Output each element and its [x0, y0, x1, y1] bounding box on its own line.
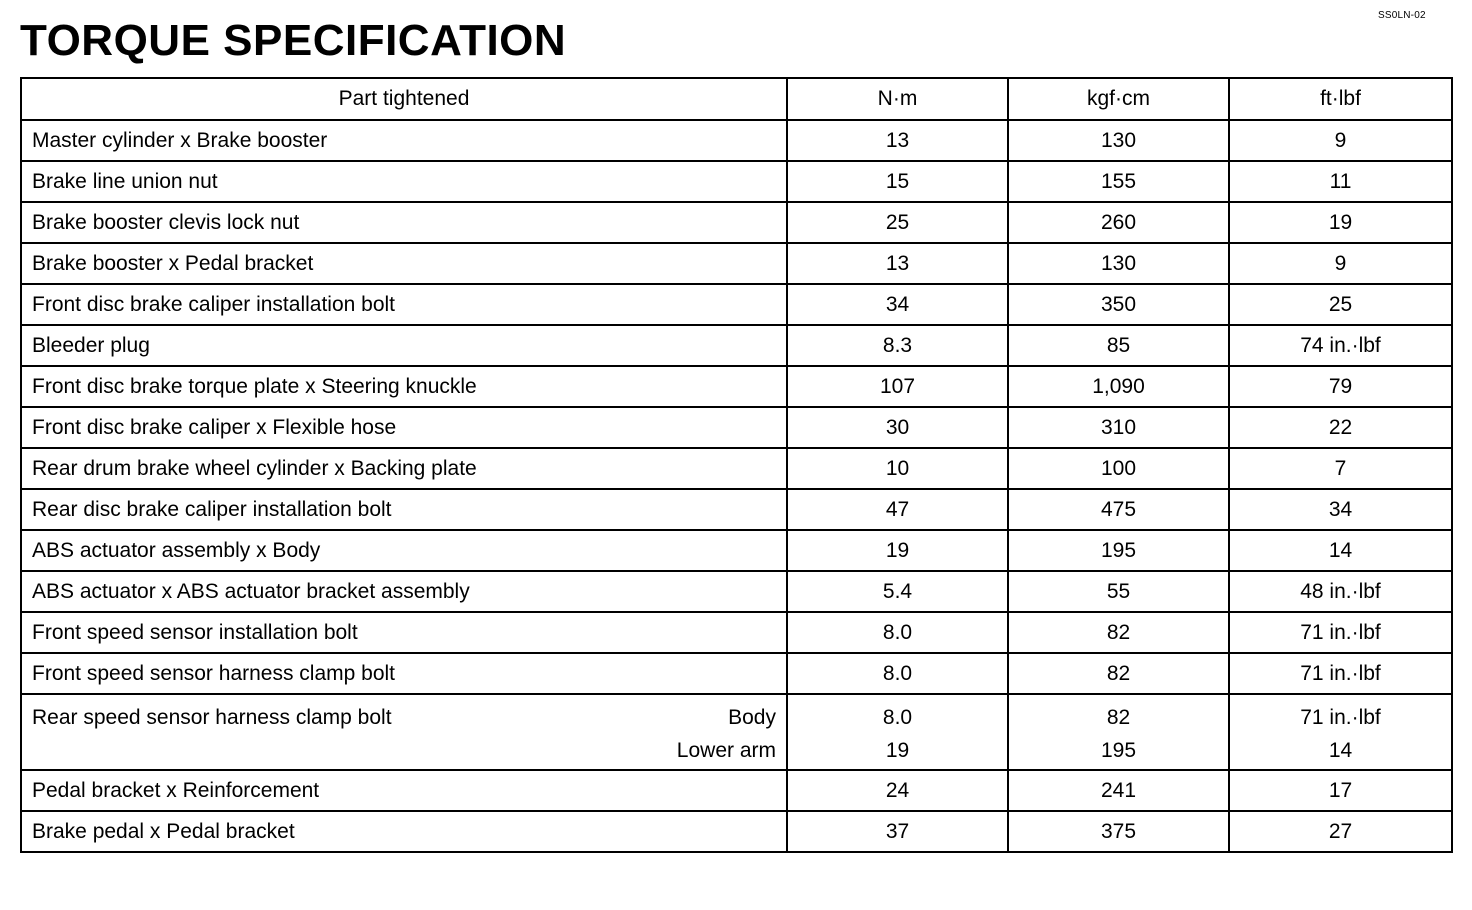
table-row [21, 284, 1452, 325]
nm-cell: 10 [787, 448, 1008, 489]
kgfcm-cell: 100 [1008, 448, 1229, 489]
kgfcm-value: 82 [1106, 706, 1131, 729]
table-row [21, 120, 1452, 161]
part-cell: Bleeder plug [21, 325, 787, 366]
nm-cell: 25 [787, 202, 1008, 243]
part-cell: Front disc brake caliper installation bolt [21, 284, 787, 325]
part-cell: Brake pedal x Pedal bracket [21, 811, 787, 852]
part-cell: Front speed sensor harness clamp bolt [21, 653, 787, 694]
torque-spec-table [20, 77, 1453, 853]
ftlbf-cell: 17 [1229, 770, 1452, 811]
kgfcm-cell: 130 [1008, 120, 1229, 161]
ftlbf-value: 71 in.·lbf [1300, 706, 1381, 729]
nm-cell: 13 [787, 120, 1008, 161]
kgfcm-value: 195 [1100, 739, 1137, 762]
part-cell: Master cylinder x Brake booster [21, 120, 787, 161]
ftlbf-cell: 22 [1229, 407, 1452, 448]
kgfcm-cell: 55 [1008, 571, 1229, 612]
kgfcm-cell-split [1008, 694, 1229, 770]
part-cell-split [21, 694, 787, 770]
table-row [21, 448, 1452, 489]
kgfcm-cell: 375 [1008, 811, 1229, 852]
nm-cell-split [787, 694, 1008, 770]
part-cell: Front disc brake caliper x Flexible hose [21, 407, 787, 448]
ftlbf-cell-split [1229, 694, 1452, 770]
part-cell: ABS actuator x ABS actuator bracket assembly [21, 571, 787, 612]
kgfcm-cell: 130 [1008, 243, 1229, 284]
part-cell: Front disc brake torque plate x Steering knuckle [21, 366, 787, 407]
nm-cell: 34 [787, 284, 1008, 325]
kgfcm-cell: 195 [1008, 530, 1229, 571]
table-row [21, 243, 1452, 284]
kgfcm-cell: 82 [1008, 653, 1229, 694]
ftlbf-cell: 9 [1229, 243, 1452, 284]
ftlbf-cell: 14 [1229, 530, 1452, 571]
table-row [21, 653, 1452, 694]
ftlbf-cell: 34 [1229, 489, 1452, 530]
nm-cell: 47 [787, 489, 1008, 530]
ftlbf-cell: 25 [1229, 284, 1452, 325]
ftlbf-cell: 71 in.·lbf [1229, 653, 1452, 694]
part-cell: Pedal bracket x Reinforcement [21, 770, 787, 811]
part-cell: Brake line union nut [21, 161, 787, 202]
nm-cell: 5.4 [787, 571, 1008, 612]
table-row [21, 811, 1452, 852]
kgfcm-cell: 260 [1008, 202, 1229, 243]
nm-cell: 30 [787, 407, 1008, 448]
nm-value: 8.0 [882, 706, 913, 729]
kgfcm-cell: 241 [1008, 770, 1229, 811]
ftlbf-cell: 11 [1229, 161, 1452, 202]
table-row [21, 202, 1452, 243]
table-row [21, 530, 1452, 571]
nm-cell: 107 [787, 366, 1008, 407]
part-name: Rear speed sensor harness clamp bolt [32, 706, 392, 729]
table-header-row [21, 78, 1452, 120]
sub-label-body: Body [728, 706, 776, 729]
nm-value: 19 [885, 739, 910, 762]
nm-cell: 15 [787, 161, 1008, 202]
ftlbf-cell: 9 [1229, 120, 1452, 161]
part-cell: Brake booster clevis lock nut [21, 202, 787, 243]
part-cell: Rear drum brake wheel cylinder x Backing plate [21, 448, 787, 489]
table-row [21, 161, 1452, 202]
header-ftlbf: ft·lbf [1229, 78, 1452, 120]
page-title: TORQUE SPECIFICATION [20, 16, 567, 65]
table-row [21, 366, 1452, 407]
kgfcm-cell: 85 [1008, 325, 1229, 366]
ftlbf-cell: 27 [1229, 811, 1452, 852]
nm-cell: 19 [787, 530, 1008, 571]
nm-cell: 8.0 [787, 653, 1008, 694]
table-row [21, 571, 1452, 612]
table-row [21, 770, 1452, 811]
kgfcm-cell: 310 [1008, 407, 1229, 448]
nm-cell: 13 [787, 243, 1008, 284]
ftlbf-cell: 19 [1229, 202, 1452, 243]
part-cell: ABS actuator assembly x Body [21, 530, 787, 571]
sub-label-lower-arm: Lower arm [676, 739, 776, 762]
part-cell: Brake booster x Pedal bracket [21, 243, 787, 284]
table-row-split [21, 694, 1452, 770]
nm-cell: 8.3 [787, 325, 1008, 366]
ftlbf-cell: 74 in.·lbf [1229, 325, 1452, 366]
ftlbf-cell: 48 in.·lbf [1229, 571, 1452, 612]
part-cell: Front speed sensor installation bolt [21, 612, 787, 653]
kgfcm-cell: 155 [1008, 161, 1229, 202]
ftlbf-cell: 79 [1229, 366, 1452, 407]
table-row [21, 407, 1452, 448]
document-code: SS0LN-02 [1378, 10, 1426, 21]
header-part-tightened: Part tightened [21, 78, 787, 120]
nm-cell: 37 [787, 811, 1008, 852]
nm-cell: 24 [787, 770, 1008, 811]
kgfcm-cell: 1,090 [1008, 366, 1229, 407]
kgfcm-cell: 82 [1008, 612, 1229, 653]
kgfcm-cell: 350 [1008, 284, 1229, 325]
header-kgfcm: kgf·cm [1008, 78, 1229, 120]
kgfcm-cell: 475 [1008, 489, 1229, 530]
ftlbf-cell: 71 in.·lbf [1229, 612, 1452, 653]
header-nm: N·m [787, 78, 1008, 120]
nm-cell: 8.0 [787, 612, 1008, 653]
table-row [21, 489, 1452, 530]
ftlbf-value: 14 [1328, 739, 1353, 762]
ftlbf-cell: 7 [1229, 448, 1452, 489]
part-cell: Rear disc brake caliper installation bolt [21, 489, 787, 530]
table-row [21, 612, 1452, 653]
table-row [21, 325, 1452, 366]
